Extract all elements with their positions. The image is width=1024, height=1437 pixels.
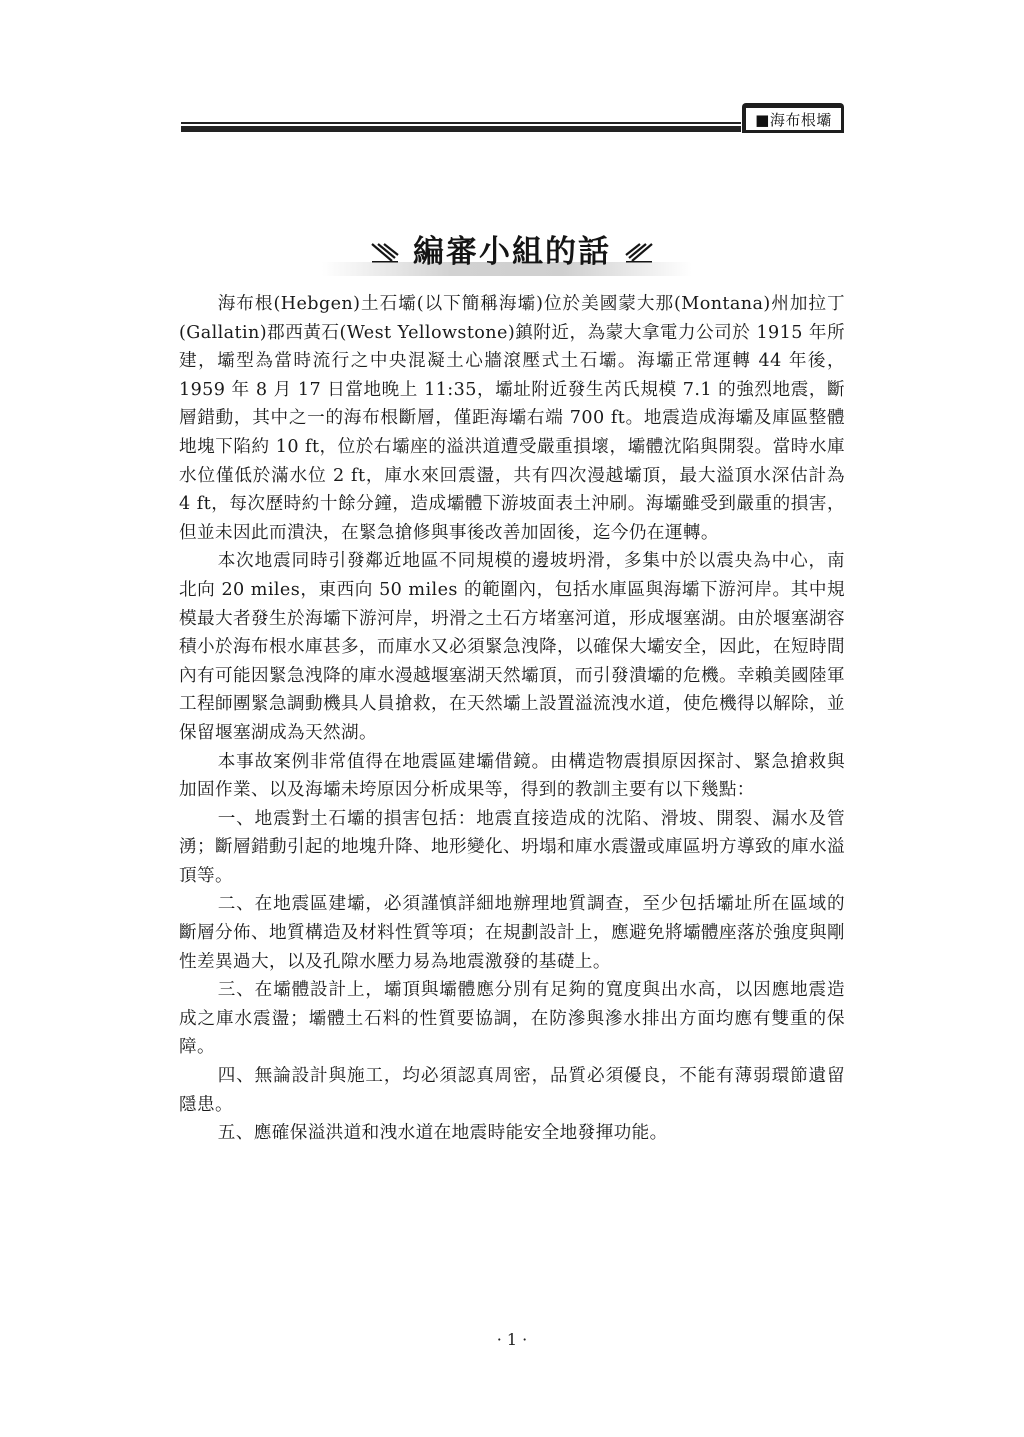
title-right-decoration-icon [624,241,654,263]
paragraph: 本事故案例非常值得在地震區建壩借鏡。由構造物震損原因探討、緊急搶救與加固作業、以及海壩未垮原因分析成果等，得到的教訓主要有以下幾點： [179,751,845,801]
page-title-block [0,226,1024,271]
list-item: 一、地震對土石壩的損害包括：地震直接造成的沈陷、滑坡、開裂、漏水及管湧；斷層錯動引起的地塊升降、地形變化、坍塌和庫水震盪或庫區坍方導致的庫水溢頂等。 [179,808,845,886]
page-title: 編審小組的話 [413,234,611,270]
page-number: · 1 · [496,1330,528,1349]
paragraph: 本次地震同時引發鄰近地區不同規模的邊坡坍滑，多集中於以震央為中心，南北向 20 miles，東西向 50 miles 的範圍內，包括水庫區與海壩下游河岸。其中規模最大者發生於海壩下游河岸，坍滑之土石方堵塞河道，形成堰塞湖。由於堰塞湖容積小於海布根水庫甚多，而庫水又必須緊急洩降，以確保大壩安全，因此，在短時間內有可能因緊急洩降的庫水漫越堰塞湖天然壩頂，而引發潰壩的危機。幸賴美國陸軍工程師團緊急調動機具人員搶救，在天然壩上設置溢流洩水道，使危機得以解除，並保留堰塞湖成為天然湖。 [179,551,845,743]
list-item: 二、在地震區建壩，必須謹慎詳細地辦理地質調查，至少包括壩址所在區域的斷層分佈、地質構造及材料性質等項；在規劃設計上，應避免將壩體座落於強度與剛性差異過大，以及孔隙水壓力易為地震激發的基礎上。 [179,894,845,972]
list-item: 五、應確保溢洪道和洩水道在地震時能安全地發揮功能。 [217,1123,668,1144]
header-rule [181,122,741,124]
paragraph: 海布根(Hebgen)土石壩(以下簡稱海壩)位於美國蒙大那(Montana)州加拉丁(Gallatin)郡西黃石(West Yellowstone)鎮附近，為蒙大拿電力公司於 1915 年所建，壩型為當時流行之中央混凝土心牆滾壓式土石壩。海壩正常運轉 44 年後，1959 年 8 月 17 日當地晚上 11:35，壩址附近發生芮氏規模 7.1 的強烈地震，斷層錯動，其中之一的海布根斷層，僅距海壩右端 700 ft。地震造成海壩及庫區整體地塊下陷約 10 ft，位於右壩座的溢洪道遭受嚴重損壞，壩體沈陷與開裂。當時水庫水位僅低於滿水位 2 ft，庫水來回震盪，共有四次漫越壩頂，最大溢頂水深估計為 4 ft，每次歷時約十餘分鐘，造成壩體下游坡面表土沖刷。海壩雖受到嚴重的損害，但並未因此而潰決，在緊急搶修與事後改善加固後，迄今仍在運轉。 [179,294,845,543]
section-label: ■海布根壩 [746,108,841,130]
header-rule-thick [181,126,741,132]
title-left-decoration-icon [370,241,400,263]
list-item: 四、無論設計與施工，均必須認真周密，品質必須優良，不能有薄弱環節遺留隱患。 [179,1066,845,1115]
list-item: 三、在壩體設計上，壩頂與壩體應分別有足夠的寬度與出水高，以因應地震造成之庫水震盪；壩體土石料的性質要協調，在防滲與滲水排出方面均應有雙重的保障。 [179,980,845,1058]
body-text [179,290,845,1148]
